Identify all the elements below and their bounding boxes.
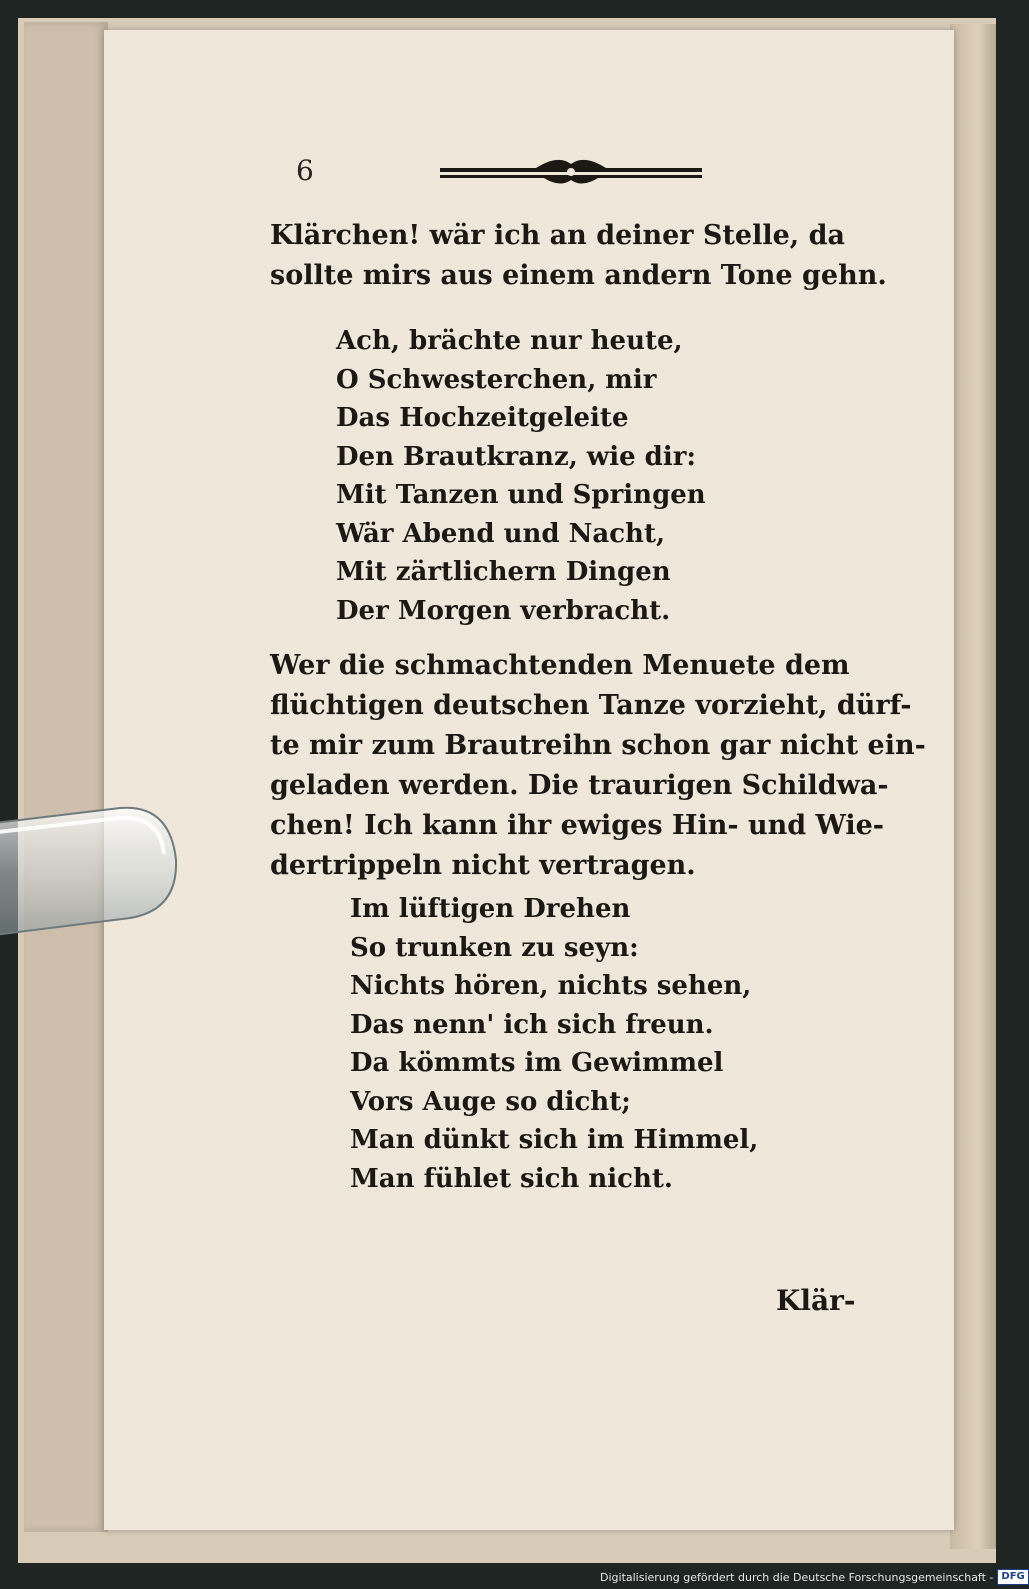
page-stack-edge (950, 24, 996, 1549)
page-number: 6 (296, 154, 314, 187)
verse-line: Das Hochzeitgeleite (336, 403, 629, 433)
verse-line: Mit zärtlichern Dingen (336, 557, 671, 587)
prose-line: geladen werden. Die traurigen Schildwa- (270, 770, 889, 801)
prose-line: te mir zum Brautreihn schon gar nicht ein- (270, 730, 926, 761)
verse-line: O Schwesterchen, mir (336, 364, 657, 395)
verse-line: Der Morgen verbracht. (336, 595, 671, 626)
cover-edge-left (24, 22, 108, 1532)
footer-credit (600, 1568, 1025, 1586)
verse-line: Das nenn' ich sich freun. (350, 1009, 714, 1040)
verse-line: Vors Auge so dicht; (350, 1086, 631, 1117)
verse-line: Mit Tanzen und Springen (336, 480, 706, 510)
prose-line: sollte mirs aus einem andern Tone gehn. (270, 260, 887, 291)
verse-line: Man dünkt sich im Himmel, (350, 1125, 759, 1155)
book-page (104, 30, 954, 1530)
footer-text: Digitalisierung gefördert durch die Deutsche Forschungsgemeinschaft - (600, 1570, 994, 1584)
verse-line: Nichts hören, nichts sehen, (350, 971, 752, 1001)
verse-line: Wär Abend und Nacht, (336, 518, 666, 549)
glass-page-weight (0, 804, 180, 942)
verse-line: So trunken zu seyn: (350, 932, 639, 963)
verse-line: Da kömmts im Gewimmel (350, 1048, 724, 1078)
prose-line: flüchtigen deutschen Tanze vorzieht, dürf- (270, 690, 912, 721)
prose-line: Wer die schmachtenden Menuete dem (270, 650, 850, 681)
prose-line: chen! Ich kann ihr ewiges Hin- und Wie- (270, 810, 884, 841)
catchword: Klär- (776, 1284, 856, 1317)
verse-line: Ach, brächte nur heute, (336, 326, 683, 356)
dfg-logo: DFG (997, 1569, 1028, 1585)
prose-line: Klärchen! wär ich an deiner Stelle, da (270, 220, 845, 251)
verse-line: Im lüftigen Drehen (350, 894, 631, 924)
verse-line: Man fühlet sich nicht. (350, 1163, 673, 1194)
ornament-divider (440, 154, 702, 188)
verse-line: Den Brautkranz, wie dir: (336, 441, 697, 472)
prose-line: dertrippeln nicht vertragen. (270, 850, 696, 881)
